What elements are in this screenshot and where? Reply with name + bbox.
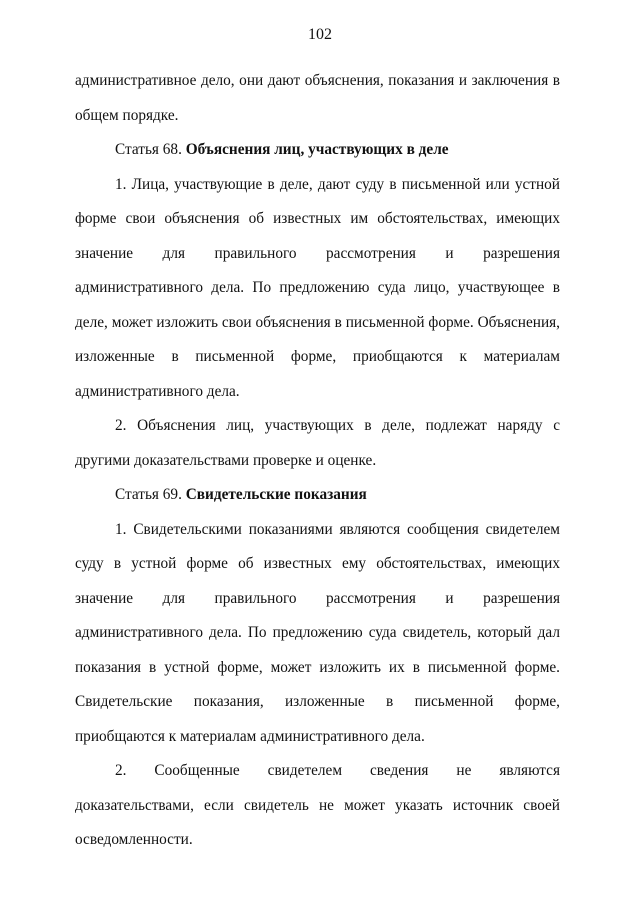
document-body xyxy=(75,64,560,858)
article-68-prefix: Статья 68. xyxy=(115,141,182,158)
article-69-paragraph-2: 2. Сообщенные свидетелем сведения не являются доказательствами, если свидетель не может указать источник своей осведомленности. xyxy=(75,762,560,848)
article-68-paragraph-1: 1. Лица, участвующие в деле, дают суду в письменной или устной форме свои объяснения об известных им обстоятельствах, имеющих значение для правильного рассмотрения и разрешения административного дела. По предложению суда лицо, участвующее в деле, может изложить свои объяснения в письменной форме. Объяснения, изложенные в письменной форме, приобщаются к материалам административного дела. xyxy=(75,175,560,400)
article-69-title: Свидетельские показания xyxy=(185,486,367,503)
article-69-prefix: Статья 69. xyxy=(115,486,182,503)
article-69-paragraph-1: 1. Свидетельскими показаниями являются сообщения свидетелем суду в устной форме об известных ему обстоятельствах, имеющих значение для правильного рассмотрения и разрешения административного дела. По предложению суда свидетель, который дал показания в устной форме, может изложить их в письменной форме. Свидетельские показания, изложенные в письменной форме, приобщаются к материалам административного дела. xyxy=(75,520,560,745)
article-68-paragraph-2: 2. Объяснения лиц, участвующих в деле, подлежат наряду с другими доказательствами проверке и оценке. xyxy=(75,417,560,469)
article-69-heading xyxy=(75,478,560,513)
intro-paragraph: административное дело, они дают объяснения, показания и заключения в общем порядке. xyxy=(75,72,560,124)
page-number: 102 xyxy=(308,26,332,43)
article-68-heading xyxy=(75,133,560,168)
article-68-title: Объяснения лиц, участвующих в деле xyxy=(185,141,449,158)
